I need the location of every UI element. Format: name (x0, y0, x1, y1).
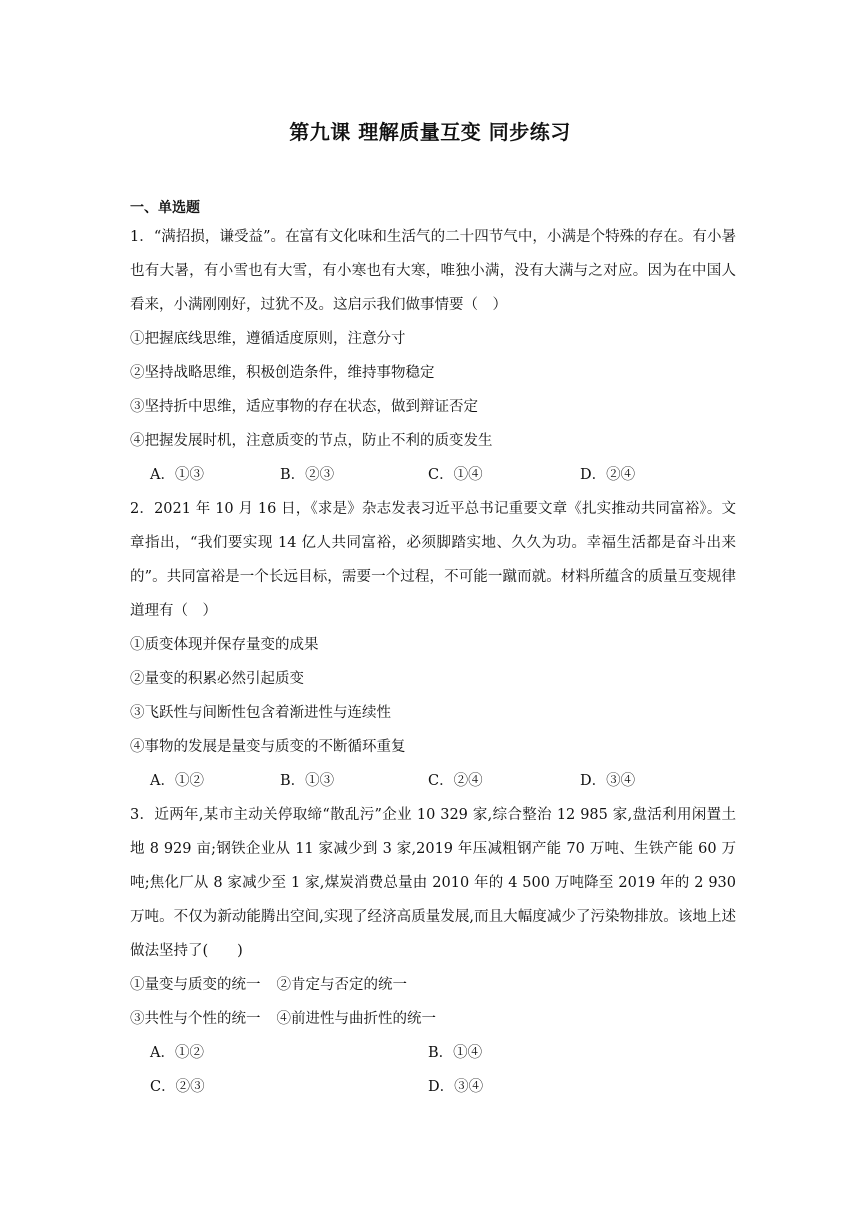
question-1-stem: 1．“满招损，谦受益”。在富有文化味和生活气的二十四节气中，小满是个特殊的存在。有小暑也有大暑，有小雪也有大雪，有小寒也有大寒，唯独小满，没有大满与之对应。因为在中国人看来，小满刚刚好，过犹不及。这启示我们做事情要（ ） (130, 229, 736, 313)
question-3-choices-row-1 (130, 1036, 736, 1070)
question-3-choice-c: C．②③ (150, 1079, 205, 1095)
question-2-choice-d: D．③④ (580, 773, 636, 789)
question-3-option-2: ②肯定与否定的统一 (276, 977, 407, 993)
question-2-option-1: ①质变体现并保存量变的成果 (130, 637, 319, 653)
question-1-choice-d: D．②④ (580, 467, 636, 483)
question-3-option-4: ④前进性与曲折性的统一 (276, 1011, 436, 1027)
question-2-choice-a: A．①② (150, 773, 204, 789)
question-1-choices (130, 458, 736, 492)
page-title: 第九课 理解质量互变 同步练习 (289, 120, 571, 144)
question-3-option-3: ③共性与个性的统一 (130, 1011, 261, 1027)
exercise-content (130, 196, 736, 1104)
question-2-choice-c: C．②④ (428, 773, 483, 789)
question-2 (130, 492, 736, 798)
question-3-stem: 3．近两年,某市主动关停取缔“散乱污”企业 10 329 家,综合整治 12 985 家,盘活利用闲置土地 8 929 亩;钢铁企业从 11 家减少到 3 家,2019 年压减粗钢产能 70 万吨、生铁产能 60 万吨;焦化厂从 8 家减少至 1 家,煤炭消费总量由 2010 年的 4 500 万吨降至 2019 年的 2 930 万吨。不仅为新动能腾出空间,实现了经济高质量发展,而且大幅度减少了污染物排放。该地上述做法坚持了( ) (130, 807, 736, 959)
question-3-options-row-1 (130, 968, 736, 1002)
question-2-option-4: ④事物的发展是量变与质变的不断循环重复 (130, 739, 406, 755)
question-3-option-1: ①量变与质变的统一 (130, 977, 261, 993)
question-2-choice-b: B．①③ (280, 773, 335, 789)
question-1-option-4: ④把握发展时机，注意质变的节点，防止不利的质变发生 (130, 433, 493, 449)
question-1-choice-c: C．①④ (428, 467, 483, 483)
question-2-option-2: ②量变的积累必然引起质变 (130, 671, 304, 687)
section-heading: 一、单选题 (130, 200, 200, 216)
question-2-option-3: ③飞跃性与间断性包含着渐进性与连续性 (130, 705, 391, 721)
question-3-choice-d: D．③④ (428, 1079, 484, 1095)
question-1-option-1: ①把握底线思维，遵循适度原则，注意分寸 (130, 331, 406, 347)
question-1-choice-a: A．①③ (150, 467, 204, 483)
question-1-option-2: ②坚持战略思维，积极创造条件，维持事物稳定 (130, 365, 435, 381)
question-1-choice-b: B．②③ (280, 467, 335, 483)
question-3-choice-a: A．①② (150, 1045, 204, 1061)
question-3-choice-b: B．①④ (428, 1045, 483, 1061)
question-3 (130, 798, 736, 1104)
question-1-option-3: ③坚持折中思维，适应事物的存在状态，做到辩证否定 (130, 399, 478, 415)
question-3-options-row-2 (130, 1002, 736, 1036)
question-2-stem: 2．2021 年 10 月 16 日，《求是》杂志发表习近平总书记重要文章《扎实推动共同富裕》。文章指出，“我们要实现 14 亿人共同富裕，必须脚踏实地、久久为功。幸福生活都是奋斗出来的”。共同富裕是一个长远目标，需要一个过程，不可能一蹴而就。材料所蕴含的质量互变规律道理有（ ） (130, 501, 736, 619)
question-3-choices-row-2 (130, 1070, 736, 1104)
question-1 (130, 220, 736, 492)
question-2-choices (130, 764, 736, 798)
